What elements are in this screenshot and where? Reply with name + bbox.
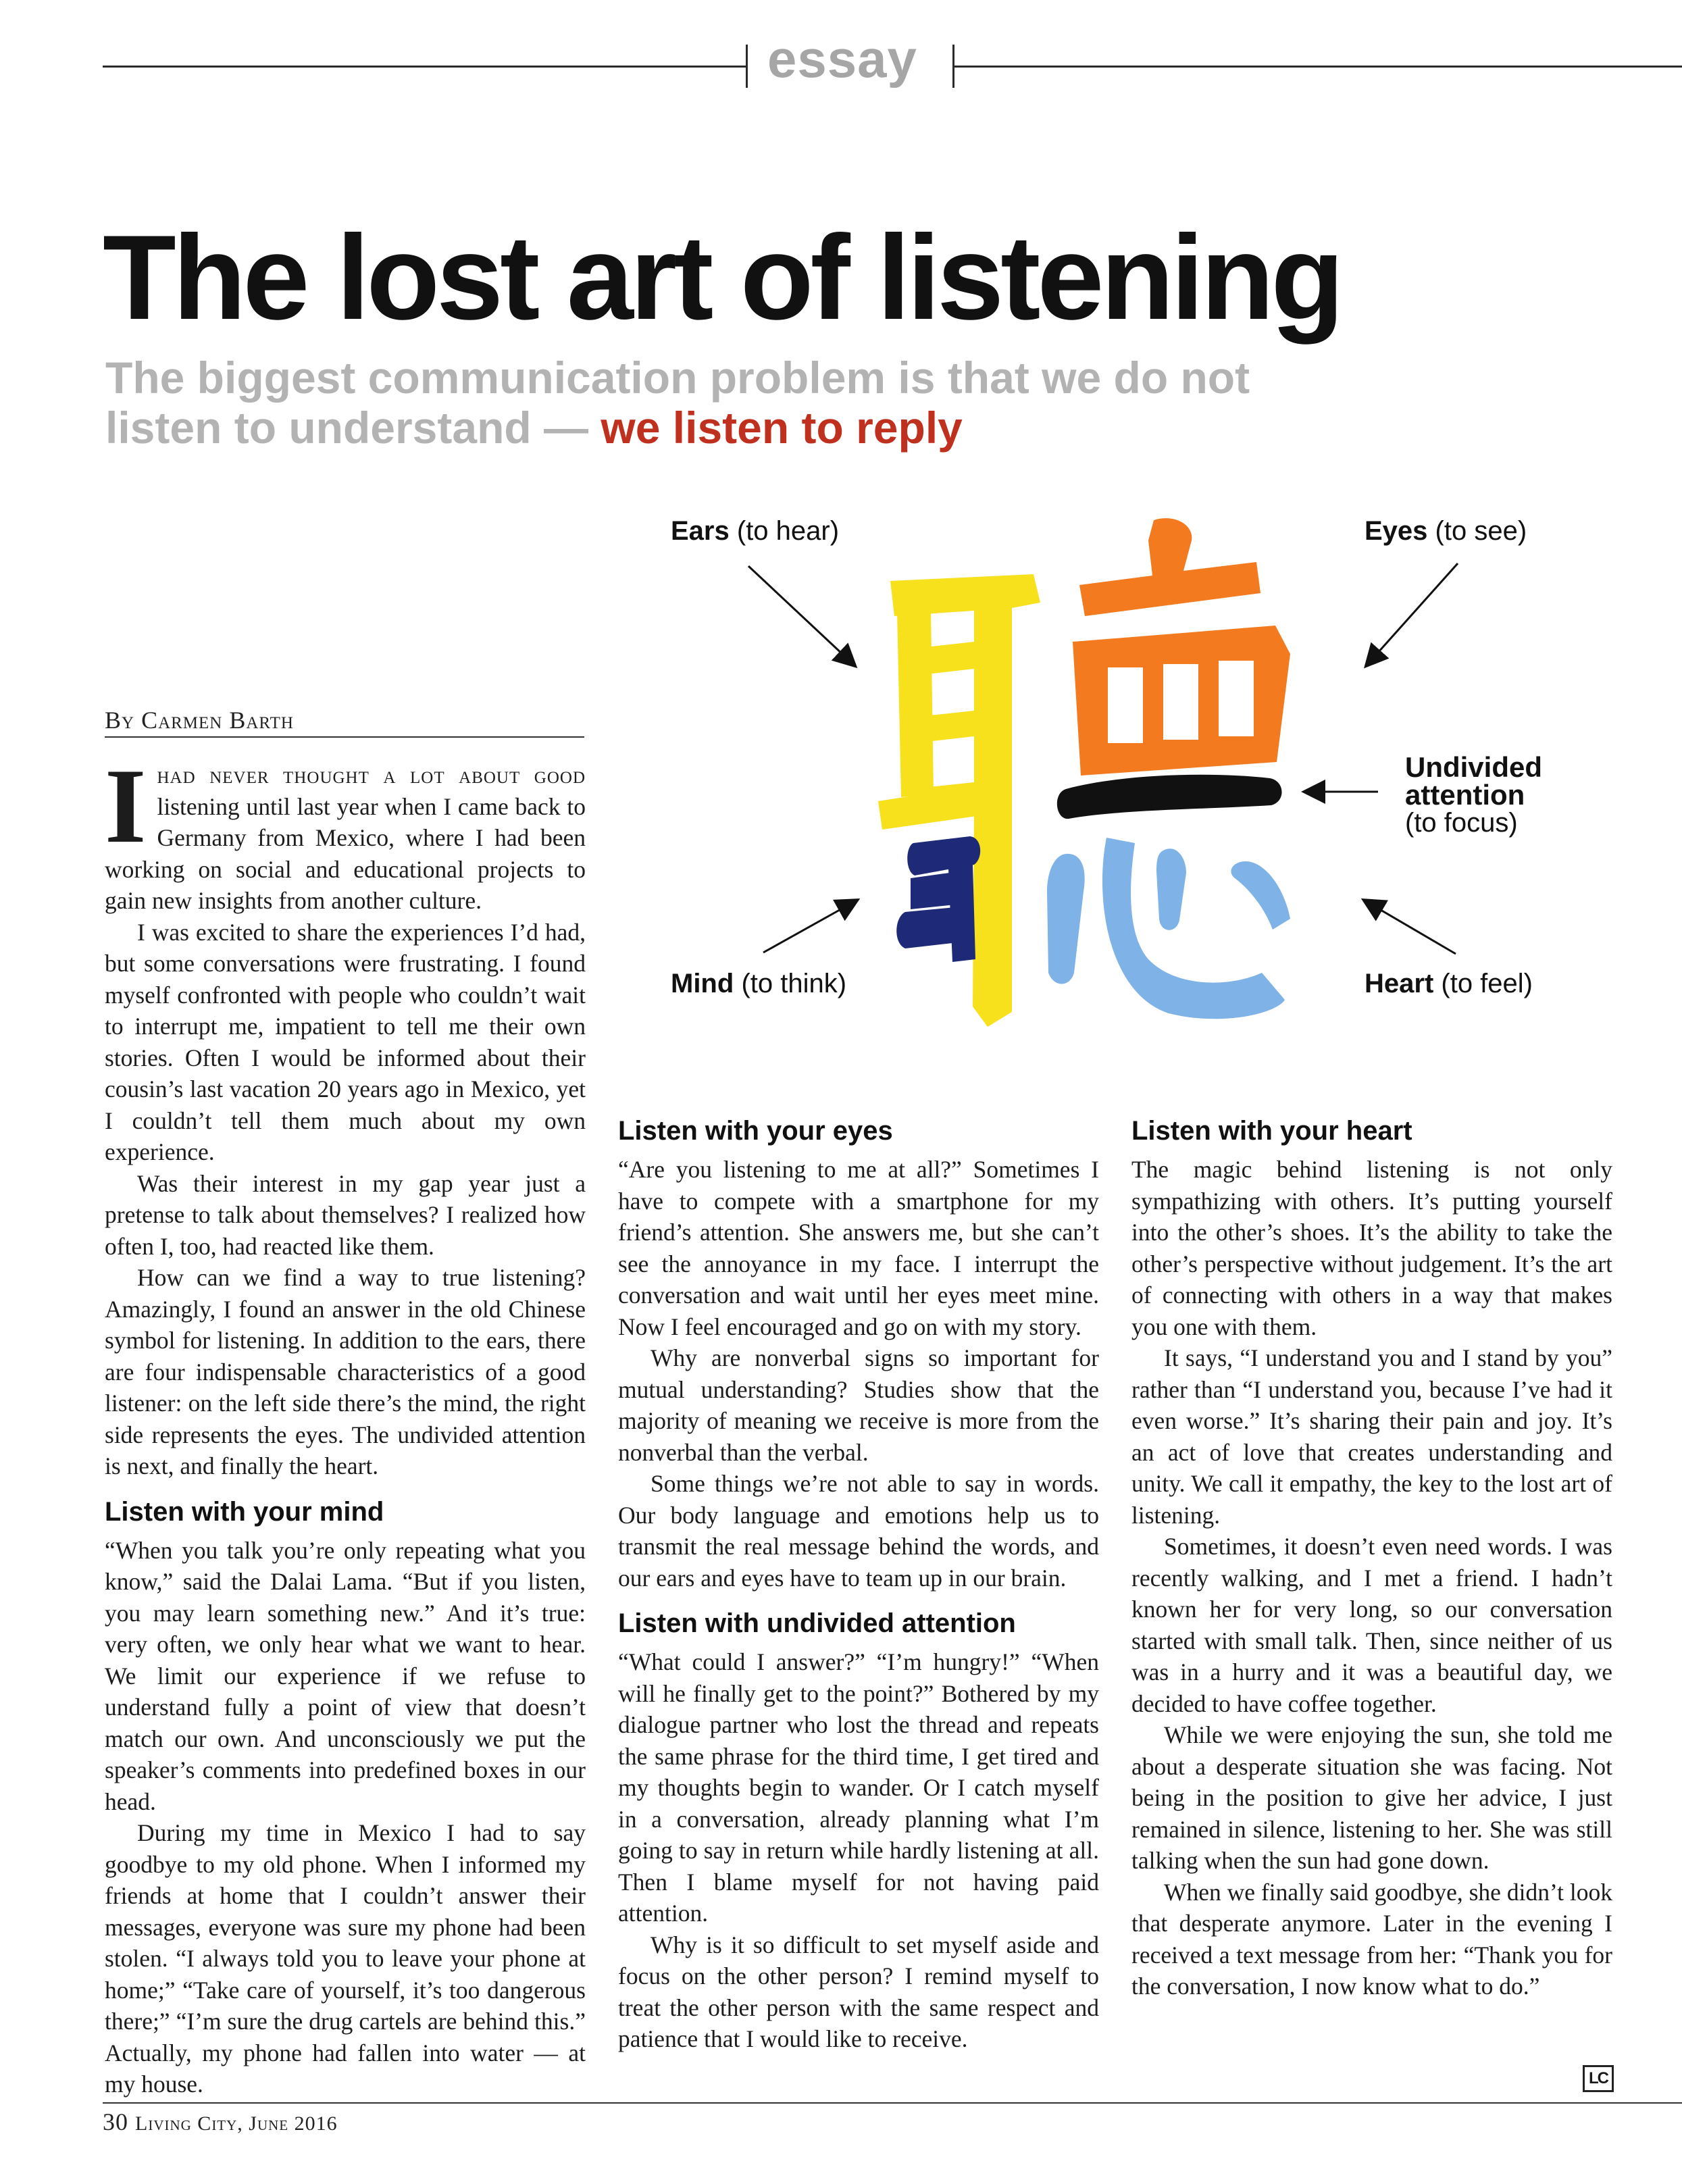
- col1-paragraph-3: Was their interest in my gap year just a pretense to talk about themselves? I realized how often I, too, had reacted like them.: [105, 1169, 586, 1260]
- footer: [103, 2108, 338, 2136]
- col3-paragraph-4: While we were enjoying the sun, she told me about a desperate situation she was facing. Not being in the position to give her advice, I just remained in silence, listening to her. She was still talking when the sun had gone down.: [1131, 1721, 1612, 1874]
- byline: By Carmen Barth: [105, 707, 294, 734]
- col2-paragraph-1: “Are you listening to me at all?” Sometimes I have to compete with a smartphone for my friend’s attention. She answers me, but she can’t see the annoyance in my face. I interrupt the conversation and wait until her eyes meet mine. Now I feel encouraged and go on with my story.: [618, 1156, 1099, 1340]
- col2-paragraph-2: Why are nonverbal signs so important for mutual understanding? Studies show that the majority of meaning we receive is more from the nonverbal than the verbal.: [618, 1344, 1099, 1466]
- col2-paragraph-4: “What could I answer?” “I’m hungry!” “When will he finally get to the point?” Bothered by my dialogue partner who lost the thread and repeats the same phrase for the third time, I get tired and my thoughts begin to wander. Or I catch myself in a conversation, already planning what I’m going to say in return while hardly listening at all. Then I blame myself for not having paid attention.: [618, 1648, 1099, 1927]
- arrow-mind: [763, 900, 857, 953]
- arrow-eyes: [1367, 563, 1458, 665]
- col3-paragraph-1: The magic behind listening is not only sympathizing with others. It’s putting yourself into the other’s shoes. It’s the ability to take the other’s perspective without judgement. It’s the art of connecting with others in a way that makes you one with them.: [1131, 1156, 1612, 1340]
- attention-stroke: [1057, 775, 1282, 819]
- label-ears-bold: Ears: [671, 516, 730, 546]
- arrow-heart: [1365, 900, 1456, 954]
- lead-in-caps: had never thought a lot about good: [157, 761, 586, 788]
- heading-listen-heart: Listen with your heart: [1131, 1116, 1412, 1146]
- label-heart-bold: Heart: [1365, 969, 1434, 998]
- dropcap: I: [105, 747, 147, 865]
- col2-paragraph-3: Some things we’re not able to say in words. Our body language and emotions help us to transmit the real message behind the words, and our ears and eyes have to team up in our brain.: [618, 1470, 1099, 1592]
- col1-paragraph-4: How can we find a way to true listening? Amazingly, I found an answer in the old Chinese symbol for listening. In addition to the ears, there are four indispensable characteristics of a good listener: on the left side there’s the mind, the right side represents the eyes. The undivided attention is next, and finally the heart.: [105, 1264, 586, 1479]
- heart-component: [1047, 838, 1290, 1019]
- col1-paragraph-5: “When you talk you’re only repeating what you know,” said the Dalai Lama. “But if you listen, you may learn something new.” And it’s true: very often, we only hear what we want to hear. We limit our experience if we refuse to understand fully a point of view that doesn’t match our own. And unconsciously we put the speaker’s comments into predefined boxes in our head.: [105, 1536, 586, 1815]
- column-3: [1131, 1115, 1612, 2002]
- publication-info: Living City, June 2016: [135, 2112, 338, 2135]
- heading-listen-attention: Listen with undivided attention: [618, 1608, 1016, 1638]
- label-eyes-rest: (to see): [1435, 516, 1527, 546]
- label-mind-bold: Mind: [671, 969, 734, 998]
- col3-paragraph-5: When we finally said goodbye, she didn’t look that desperate anymore. Later in the evening I received a text message from her: “Thank you for the conversation, I now know what to do.”: [1131, 1878, 1612, 2000]
- col3-paragraph-2: It says, “I understand you and I stand by you” rather than “I understand you, because I’ve had it even worse.” It’s sharing their pain and joy. It’s an act of love that creates understanding and unity. We call it empathy, the key to the lost art of listening.: [1131, 1344, 1612, 1529]
- label-ears-rest: (to hear): [736, 516, 840, 546]
- heading-listen-mind: Listen with your mind: [105, 1496, 384, 1527]
- col2-paragraph-5: Why is it so difficult to set myself aside and focus on the other person? I remind myself to treat the other person with the same respect and patience that I would like to receive.: [618, 1931, 1099, 2052]
- deck-accent: we listen to reply: [601, 403, 963, 453]
- label-eyes-bold: Eyes: [1365, 516, 1428, 546]
- label-attention-rest: (to focus): [1405, 808, 1518, 838]
- deck-gray: The biggest communication problem is that we do not listen to understand —: [105, 353, 1250, 453]
- label-attention-bold2: attention: [1405, 779, 1525, 811]
- column-1: [105, 747, 586, 2100]
- label-attention-bold1: Undivided: [1405, 751, 1543, 783]
- arrow-ears: [748, 566, 855, 665]
- headline: The lost art of listening: [103, 210, 1342, 345]
- footer-rule: [103, 2102, 1682, 2104]
- col1-paragraph-6: During my time in Mexico I had to say goodbye to my old phone. When I informed my friends at home that I couldn’t answer their messages, everyone was sure my phone had been stolen. “I always told you to leave your phone at home;” “Take care of yourself, it’s too dangerous there;” “I’m sure the drug cartels are behind this.” Actually, my phone had fallen into water — at my house.: [105, 1819, 586, 2098]
- col3-paragraph-3: Sometimes, it doesn’t even need words. I was recently walking, and I met a friend. I hadn’t known her for very long, so our conversation started with small talk. Then, since neither of us was in a hurry and it was a beautiful day, we decided to have coffee together.: [1131, 1533, 1612, 1717]
- col1-paragraph-2: I was excited to share the experiences I’d had, but some conversations were frustrating. I found myself confronted with people who couldn’t wait to interrupt me, impatient to tell me their own stories. Often I would be informed about their cousin’s last vacation 20 years ago in Mexico, yet I couldn’t tell them much about my own experience.: [105, 918, 586, 1165]
- label-mind-rest: (to think): [741, 969, 847, 998]
- end-mark-logo: LC: [1583, 2065, 1614, 2092]
- label-heart-rest: (to feel): [1441, 969, 1533, 998]
- heading-listen-eyes: Listen with your eyes: [618, 1116, 893, 1146]
- col1-paragraph-1: [105, 747, 586, 917]
- column-2: [618, 1115, 1099, 2055]
- col1-p1-rest: listening until last year when I came back to Germany from Mexico, where I had been working on social and educational projects to gain new insights from another culture.: [105, 792, 586, 914]
- page-number: 30: [103, 2108, 128, 2135]
- section-label: essay: [767, 29, 917, 88]
- mind-component: [896, 836, 980, 962]
- eyes-inner-cells: [1108, 661, 1254, 743]
